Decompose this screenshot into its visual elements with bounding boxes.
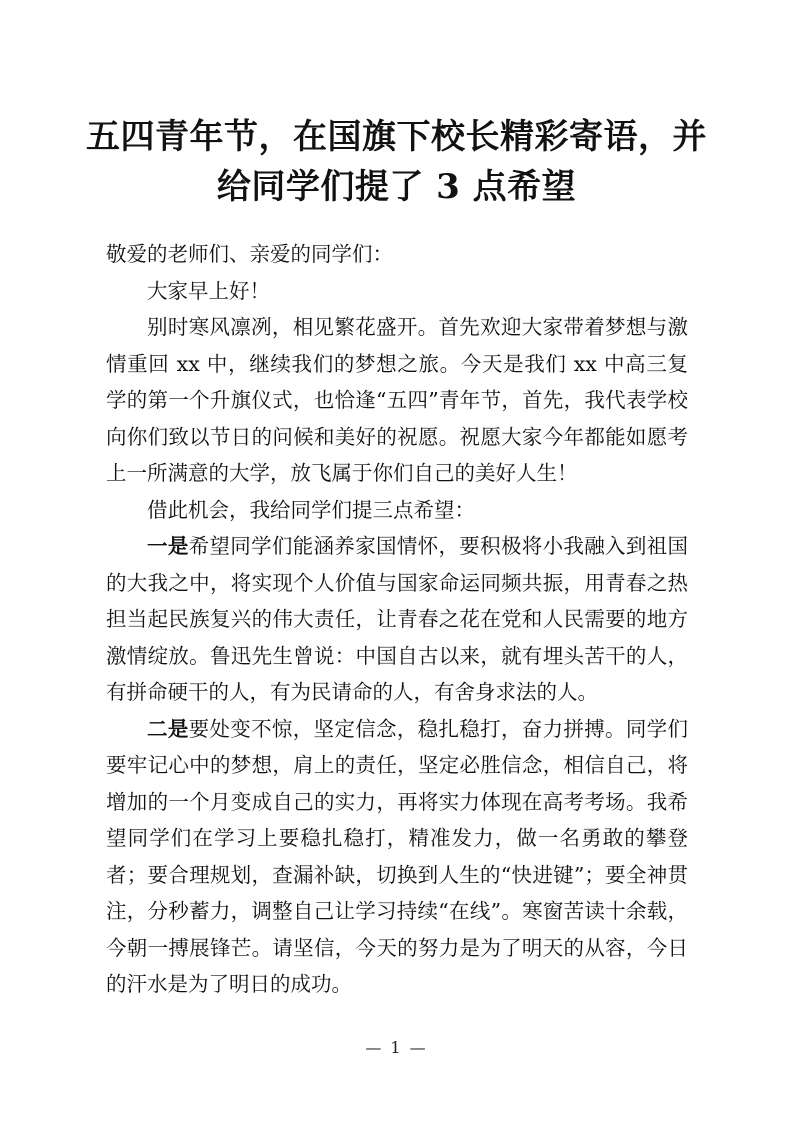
paragraph-transition: 借此机会，我给同学们提三点希望： xyxy=(147,497,475,522)
title-line-1: 五四青年节，在国旗下校长精彩寄语，并 xyxy=(86,117,707,157)
point-2-lead: 二是 xyxy=(147,716,189,741)
paragraph-point-2 xyxy=(106,711,688,1003)
paragraph-point-1 xyxy=(106,528,688,711)
paragraph-intro: 别时寒风凛冽，相见繁花盛开。首先欢迎大家带着梦想与激情重回 xx 中，继续我们的梦想之旅。今天是我们 xx 中高三复学的第一个升旗仪式，也恰逢“五四”青年节，首先，我代表学校向你们致以节日的问候和美好的祝愿。祝愿大家今年都能如愿考上一所满意的大学，放飞属于你们自己的美好人生！ xyxy=(106,315,688,485)
point-1-text: 希望同学们能涵养家国情怀，要积极将小我融入到祖国的大我之中，将实现个人价值与国家命运同频共振，用青春之热担当起民族复兴的伟大责任，让青春之花在党和人民需要的地方激情绽放。鲁迅先生曾说：中国自古以来，就有埋头苦干的人，有拼命硬干的人，有为民请命的人，有舍身求法的人。 xyxy=(106,534,688,704)
point-1-lead: 一是 xyxy=(147,534,189,558)
document-title xyxy=(60,112,733,212)
point-2-text: 要处变不惊，坚定信念，稳扎稳打，奋力拼搏。同学们要牢记心中的梦想，肩上的责任，坚定必胜信念，相信自己，将增加的一个月变成自己的实力，再将实力体现在高考考场。我希望同学们在学习上要稳扎稳打，精准发力，做一名勇敢的攀登者；要合理规划，查漏补缺，切换到人生的“快进键”；要全神贯注，分秒蓄力，调整自己让学习持续“在线”。寒窗苦读十余载，今朝一搏展锋芒。请坚信，今天的努力是为了明天的从容，今日的汗水是为了明日的成功。 xyxy=(106,716,688,996)
document-body xyxy=(106,236,688,1003)
page-number: — 1 — xyxy=(365,1038,428,1057)
salutation: 敬爱的老师们、亲爱的同学们： xyxy=(106,242,393,266)
title-line-2: 给同学们提了 3 点希望 xyxy=(216,167,577,207)
paragraph-morning: 大家早上好！ xyxy=(147,278,270,303)
